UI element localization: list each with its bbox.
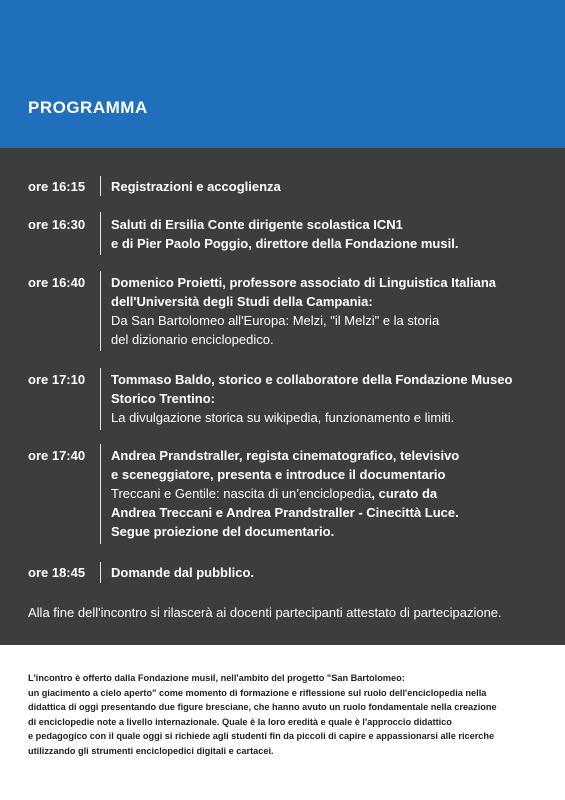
program-panel: [0, 148, 565, 645]
entry-text-bold: e di Pier Paolo Poggio, direttore della Fondazione musil.: [111, 236, 459, 251]
footer-description: [28, 671, 548, 758]
entry-text-bold: Tommaso Baldo, storico e collaboratore della Fondazione Museo: [111, 372, 513, 387]
entry-text-bold: dell'Università degli Studi della Campania:: [111, 294, 373, 309]
time-label: ore 16:15: [28, 179, 86, 194]
entry-line: [111, 522, 551, 541]
program-entry: [111, 370, 551, 427]
entry-line: [111, 446, 551, 465]
footer-line: L'incontro è offerto dalla Fondazione musil, nell'ambito del progetto "San Bartolomeo:: [28, 673, 405, 683]
entry-line: [111, 465, 551, 484]
entry-line: [111, 408, 551, 427]
entry-line: [111, 177, 551, 196]
program-entry: [111, 215, 551, 253]
entry-text-bold: Domande dal pubblico.: [111, 565, 255, 580]
entry-line: [111, 484, 551, 503]
divider-line: [100, 271, 101, 351]
program-entry: [111, 446, 551, 541]
footer-line: di enciclopedie note a livello internazionale. Quale è la loro eredità e quale è l'approccio didattico: [28, 716, 452, 727]
divider-line: [100, 368, 101, 430]
divider-line: [100, 176, 101, 196]
entry-text-bold: Registrazioni e accoglienza: [111, 179, 281, 194]
page-title: PROGRAMMA: [28, 98, 148, 117]
entry-line: [111, 370, 551, 389]
entry-text: del dizionario enciclopedico.: [111, 332, 274, 347]
entry-line: [111, 292, 551, 311]
footer-line: utilizzando gli strumenti enciclopedici digitali e cartacei.: [28, 745, 274, 756]
entry-text-bold: Saluti di Ersilia Conte dirigente scolastica ICN1: [111, 217, 403, 232]
entry-line: [111, 311, 551, 330]
program-entry: [111, 273, 551, 349]
entry-text-bold: , curato da: [371, 486, 438, 501]
entry-line: [111, 503, 551, 522]
time-label: ore 16:30: [28, 217, 86, 232]
footer-line: didattica di oggi presentando due figure bresciane, che hanno avuto un ruolo fondamentale nella creazione: [28, 702, 497, 712]
entry-text-bold: e sceneggiatore, presenta e introduce il documentario: [111, 467, 446, 482]
time-label: ore 18:45: [28, 565, 86, 580]
closing-note: Alla fine dell'incontro si rilascerà ai docenti partecipanti attestato di partecipazione.: [28, 605, 502, 620]
entry-text-bold: Andrea Treccani e Andrea Prandstraller - Cinecittà Luce.: [111, 505, 459, 520]
entry-line: [111, 234, 551, 253]
entry-text: La divulgazione storica su wikipedia, funzionamento e limiti.: [111, 410, 455, 425]
entry-text: Treccani e Gentile: nascita di un’enciclopedia: [111, 486, 372, 501]
time-label: ore 17:40: [28, 448, 86, 463]
time-label: ore 17:10: [28, 372, 86, 387]
entry-text-bold: Domenico Proietti, professore associato di Linguistica Italiana: [111, 275, 497, 290]
entry-text: Da San Bartolomeo all'Europa: Melzi, "il Melzi" e la storia: [111, 313, 440, 328]
entry-line: [111, 273, 551, 292]
entry-text-bold: Andrea Prandstraller, regista cinematografico, televisivo: [111, 448, 460, 463]
entry-line: [111, 563, 551, 582]
entry-line: [111, 330, 551, 349]
header-banner: [0, 0, 565, 148]
footer-line: e pedagogico con il quale oggi si richiede agli studenti fin da piccoli di capire e appassionarsi alle ricerche: [28, 731, 495, 741]
divider-line: [100, 562, 101, 583]
entry-text-bold: Segue proiezione del documentario.: [111, 524, 335, 539]
entry-line: [111, 389, 551, 408]
footer-line: un giacimento a cielo aperto" come momento di formazione e riflessione sul ruolo dell'enciclopedia nella: [28, 687, 487, 698]
entry-text-bold: Storico Trentino:: [111, 391, 215, 406]
divider-line: [100, 444, 101, 544]
program-entry: [111, 563, 551, 582]
divider-line: [100, 212, 101, 255]
time-label: ore 16:40: [28, 275, 86, 290]
program-entry: [111, 177, 551, 196]
entry-line: [111, 215, 551, 234]
